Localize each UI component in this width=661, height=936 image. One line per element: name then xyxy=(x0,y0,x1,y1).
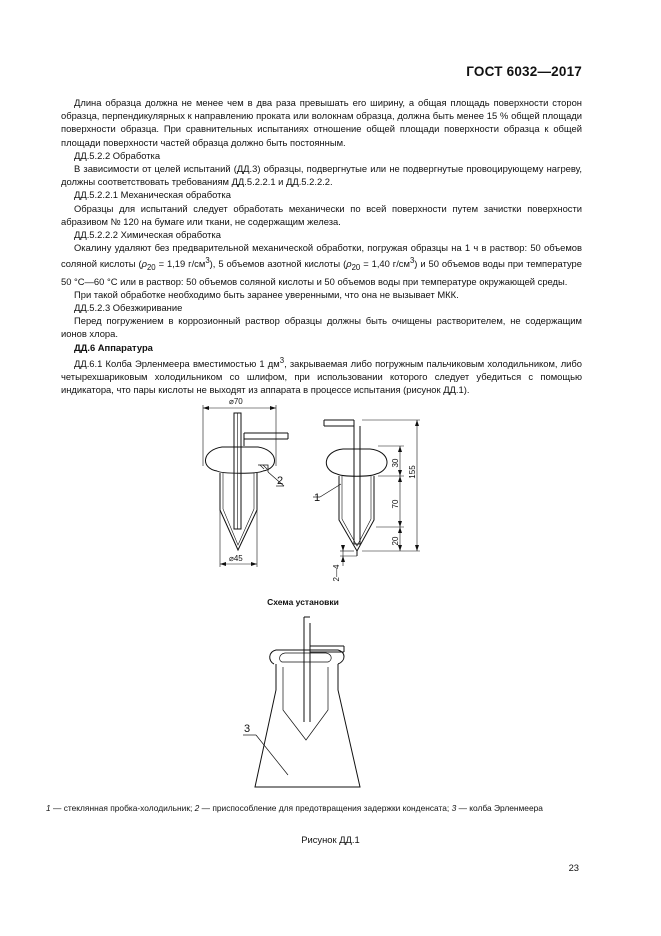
scheme-title: Схема установки xyxy=(267,597,339,607)
assembly-drawing xyxy=(313,420,420,566)
heading-mechanical: ДД.5.2.2.1 Механическая обработка xyxy=(74,189,231,201)
heading-degreasing: ДД.5.2.3 Обезжиривание xyxy=(74,302,183,314)
dim-height-30: 30 xyxy=(391,458,400,468)
paragraph-mkk: При такой обработке необходимо быть заранее уверенными, что она не вызывает МКК. xyxy=(74,288,459,300)
figure-caption: 1 — стеклянная пробка-холодильник; 2 — приспособление для предотвращения задержки конденсата; 3 — колба Эрленмеера xyxy=(46,803,543,813)
heading-apparatus: ДД.6 Аппаратура xyxy=(74,341,153,353)
document-id: ГОСТ 6032—2017 xyxy=(466,64,582,79)
page-number: 23 xyxy=(568,862,579,873)
paragraph-treatment: В зависимости от целей испытаний (ДД.3) образцы, подвергнутые или не подвергнутые провоцирующему нагреву, должны соответствовать требованиям ДД.5.2.2.1 и ДД.5.2.2.2. xyxy=(61,163,582,188)
heading-treatment: ДД.5.2.2 Обработка xyxy=(74,149,161,161)
cold-finger-drawing xyxy=(203,405,288,567)
paragraph-degreasing: Перед погружением в коррозионный раствор образцы должны быть очищены растворителем, не содержащим ионов хлора. xyxy=(61,315,582,340)
paragraph-chemical: Окалину удаляют без предварительной механической обработки, погружая образцы на 1 ч в раствор: 50 объемов соляной кислоты ($\rho_{20} = 1,19$ $г/см^3$), 5 объемов азотной кислоты ($\rho_{20} = 1,40$ $г/см^3$) и 50 объемов воды при температуре 50 °С—60 °С или в раствор: 50 объемов соляной кислоты и 50 объемов воды при температуре окружающей среды. xyxy=(61,242,582,287)
dim-height-70: 70 xyxy=(391,499,400,509)
label-1: 1 xyxy=(314,492,321,504)
label-3: 3 xyxy=(244,723,251,735)
figure-title: Рисунок ДД.1 xyxy=(301,834,360,845)
label-2: 2 xyxy=(277,475,284,487)
dim-diameter-70: ⌀70 xyxy=(229,397,243,406)
heading-chemical: ДД.5.2.2.2 Химическая обработка xyxy=(74,229,221,241)
installation-scheme-drawing xyxy=(243,617,360,787)
dim-diameter-45: ⌀45 xyxy=(229,554,243,563)
dim-gap-2-4: 2—4 xyxy=(332,564,341,582)
paragraph-sample-length: Длина образца должна не менее чем в два раза превышать его ширину, а общая площадь поверхности сторон образца, перпендикулярных к направлению проката или волокнам образца, должна быть менее 15 % общей площади поверхности образца. При сравнительных испытаниях отношение общей площади поверхности образца к общей площади поверхности частей образца должно быть постоянным. xyxy=(61,97,582,148)
paragraph-apparatus: ДД.6.1 Колба Эрленмеера вместимостью 1 $дм^3$, закрываемая либо погружным пальчиковым холодильником, либо четырехшариковым холодильником со шлифом, при использовании которого следует убедиться с помощью индикатора, что пары кислоты не выходят из аппарата в процессе испытания (рисунок ДД.1). xyxy=(61,355,582,396)
paragraph-mechanical: Образцы для испытаний следует обработать механически по всей поверхности путем зачистки поверхности абразивом № 120 на бумаге или ткани, не содержащим железа. xyxy=(61,202,582,227)
dim-height-155: 155 xyxy=(408,465,417,479)
dim-height-20: 20 xyxy=(391,536,400,546)
